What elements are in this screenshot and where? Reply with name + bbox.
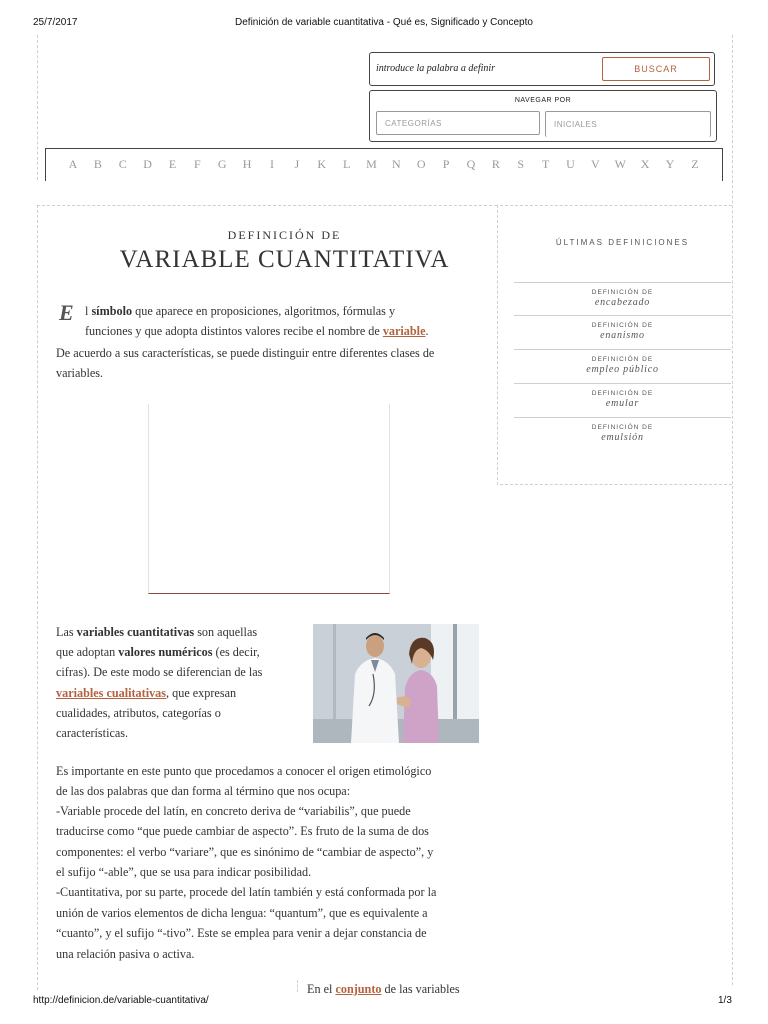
text: En el bbox=[307, 982, 336, 996]
page-title: VARIABLE CUANTITATIVA bbox=[119, 246, 450, 273]
article-image bbox=[148, 404, 390, 594]
sidebar-item-kicker: DEFINICIÓN DE bbox=[591, 289, 654, 296]
text: funciones y que adopta distintos valores recibe el nombre de bbox=[85, 324, 383, 338]
alphabet-nav bbox=[45, 148, 723, 181]
etymology-line: unión de varios elementos de dicha lengua: “quantum”, que es equivalente a bbox=[56, 906, 428, 920]
p1-line1 bbox=[85, 301, 485, 321]
sidebar-item-kicker: DEFINICIÓN DE bbox=[591, 390, 654, 397]
etymology-line: de las dos palabras que dan forma al término que nos ocupa: bbox=[56, 784, 351, 798]
frame-left-top bbox=[37, 35, 38, 180]
p1-line3: De acuerdo a sus características, se puede distinguir entre diferentes clases de bbox=[56, 346, 435, 360]
p2-line3: cifras). De este modo se diferencian de las bbox=[56, 665, 263, 679]
bold-text: símbolo bbox=[91, 304, 133, 318]
alphabet-letter-x[interactable]: X bbox=[640, 157, 650, 171]
alphabet-row bbox=[66, 157, 702, 172]
alphabet-letter-g[interactable]: G bbox=[217, 157, 227, 171]
sidebar-item-word: encabezado bbox=[594, 297, 651, 308]
text: de las variables bbox=[381, 982, 460, 996]
sidebar-item-enanismo[interactable] bbox=[514, 315, 731, 349]
text: . bbox=[425, 324, 429, 338]
sidebar-title: ÚLTIMAS DEFINICIONES bbox=[555, 238, 690, 247]
text: , que expresan bbox=[166, 686, 237, 700]
search-input[interactable] bbox=[376, 63, 591, 74]
frame-article-top bbox=[37, 205, 497, 206]
print-date: 25/7/2017 bbox=[33, 17, 78, 28]
etymology-line: componentes: el verbo “variare”, que es sinónimo de “cambiar de aspecto”, y bbox=[56, 845, 434, 859]
alphabet-letter-q[interactable]: Q bbox=[466, 157, 476, 171]
sidebar-item-empleo-publico[interactable] bbox=[514, 349, 731, 383]
alphabet-letter-w[interactable]: W bbox=[614, 157, 626, 171]
etymology-line: -Variable procede del latín, en concreto deriva de “variabilis”, que puede bbox=[56, 804, 411, 818]
tab-iniciales[interactable]: INICIALES bbox=[545, 111, 711, 137]
alphabet-letter-t[interactable]: T bbox=[541, 157, 550, 171]
article-kicker: DEFINICIÓN DE bbox=[227, 228, 342, 242]
alphabet-letter-e[interactable]: E bbox=[168, 157, 177, 171]
sidebar-item-emulsion[interactable] bbox=[514, 417, 731, 451]
p1-line4: variables. bbox=[56, 366, 104, 380]
etymology-line: una relación pasiva o activa. bbox=[56, 947, 195, 961]
frame-sidebar-bottom bbox=[500, 484, 732, 485]
alphabet-letter-d[interactable]: D bbox=[143, 157, 152, 171]
sidebar-item-kicker: DEFINICIÓN DE bbox=[591, 322, 654, 329]
alphabet-letter-c[interactable]: C bbox=[118, 157, 127, 171]
alphabet-letter-f[interactable]: F bbox=[194, 157, 201, 171]
bold-text: variables cuantitativas bbox=[76, 625, 195, 639]
tab-categorias[interactable]: CATEGORÍAS bbox=[376, 111, 540, 135]
alphabet-letter-h[interactable]: H bbox=[242, 157, 252, 171]
frame-sidebar-top bbox=[500, 205, 732, 206]
text: que adoptan bbox=[56, 645, 119, 659]
etymology-line: “cuanto”, y el sufijo “-tivo”. Este se emplea para venir a dejar constancia de bbox=[56, 926, 427, 940]
etymology-line: el sufijo “-able”, que se usa para indicar posibilidad. bbox=[56, 865, 312, 879]
p2-line2 bbox=[56, 642, 306, 662]
print-page-title: Definición de variable cuantitativa - Qué es, Significado y Concepto bbox=[235, 17, 533, 28]
text: Las bbox=[56, 625, 77, 639]
p2-line4 bbox=[56, 683, 306, 703]
browse-title: NAVEGAR POR bbox=[514, 97, 572, 104]
dropcap: E bbox=[59, 300, 74, 325]
sidebar-item-kicker: DEFINICIÓN DE bbox=[591, 356, 654, 363]
p1-line2 bbox=[85, 321, 485, 341]
text: son aquellas bbox=[194, 625, 258, 639]
alphabet-letter-o[interactable]: O bbox=[416, 157, 426, 171]
alphabet-letter-z[interactable]: Z bbox=[691, 157, 699, 171]
alphabet-letter-a[interactable]: A bbox=[68, 157, 78, 171]
p4-line1 bbox=[307, 979, 497, 999]
alphabet-letter-j[interactable]: J bbox=[294, 157, 300, 171]
sidebar-item-encabezado[interactable] bbox=[514, 282, 731, 316]
sidebar-item-emular[interactable] bbox=[514, 383, 731, 417]
alphabet-letter-u[interactable]: U bbox=[566, 157, 575, 171]
text: l bbox=[85, 304, 92, 318]
alphabet-letter-s[interactable]: S bbox=[517, 157, 525, 171]
search-form bbox=[369, 52, 715, 86]
alphabet-letter-y[interactable]: Y bbox=[665, 157, 675, 171]
alphabet-letter-i[interactable]: I bbox=[270, 157, 274, 171]
text: que aparece en proposiciones, algoritmos, fórmulas y bbox=[132, 304, 396, 318]
alphabet-letter-n[interactable]: N bbox=[392, 157, 401, 171]
browse-panel bbox=[369, 90, 717, 142]
frame-right bbox=[732, 35, 733, 985]
etymology-line: -Cuantitativa, por su parte, procede del latín también y está conformada por la bbox=[56, 885, 437, 899]
frame-inline-mark bbox=[297, 980, 298, 992]
print-page-number: 1/3 bbox=[718, 995, 732, 1006]
link-variable[interactable]: variable bbox=[382, 324, 426, 338]
sidebar-item-word: enanismo bbox=[600, 330, 645, 341]
link-variables-cualitativas[interactable]: variables cualitativas bbox=[56, 686, 167, 700]
search-button[interactable]: BUSCAR bbox=[602, 57, 710, 81]
etymology-line: traducirse como “que puede cambiar de aspecto”. Es fruto de la suma de dos bbox=[56, 824, 429, 838]
alphabet-letter-k[interactable]: K bbox=[317, 157, 327, 171]
doctor-patient-photo bbox=[313, 624, 479, 743]
sidebar-item-word: empleo público bbox=[586, 364, 659, 375]
alphabet-letter-v[interactable]: V bbox=[591, 157, 600, 171]
text: (es decir, bbox=[212, 645, 260, 659]
link-conjunto[interactable]: conjunto bbox=[335, 982, 382, 996]
alphabet-letter-m[interactable]: M bbox=[366, 157, 377, 171]
p2-line1 bbox=[56, 622, 306, 642]
frame-left bbox=[37, 205, 38, 990]
sidebar-item-word: emulsión bbox=[601, 432, 644, 443]
alphabet-letter-l[interactable]: L bbox=[342, 157, 351, 171]
alphabet-letter-p[interactable]: P bbox=[442, 157, 450, 171]
bold-text: valores numéricos bbox=[118, 645, 213, 659]
alphabet-letter-r[interactable]: R bbox=[491, 157, 500, 171]
p2-line6: características. bbox=[56, 726, 129, 740]
p2-line5: cualidades, atributos, categorías o bbox=[56, 706, 221, 720]
sidebar-item-word: emular bbox=[605, 398, 640, 409]
etymology-line: Es importante en este punto que procedamos a conocer el origen etimológico bbox=[56, 764, 432, 778]
alphabet-letter-b[interactable]: B bbox=[93, 157, 102, 171]
sidebar-item-kicker: DEFINICIÓN DE bbox=[591, 424, 654, 431]
print-url: http://definicion.de/variable-cuantitativa/ bbox=[33, 995, 209, 1006]
